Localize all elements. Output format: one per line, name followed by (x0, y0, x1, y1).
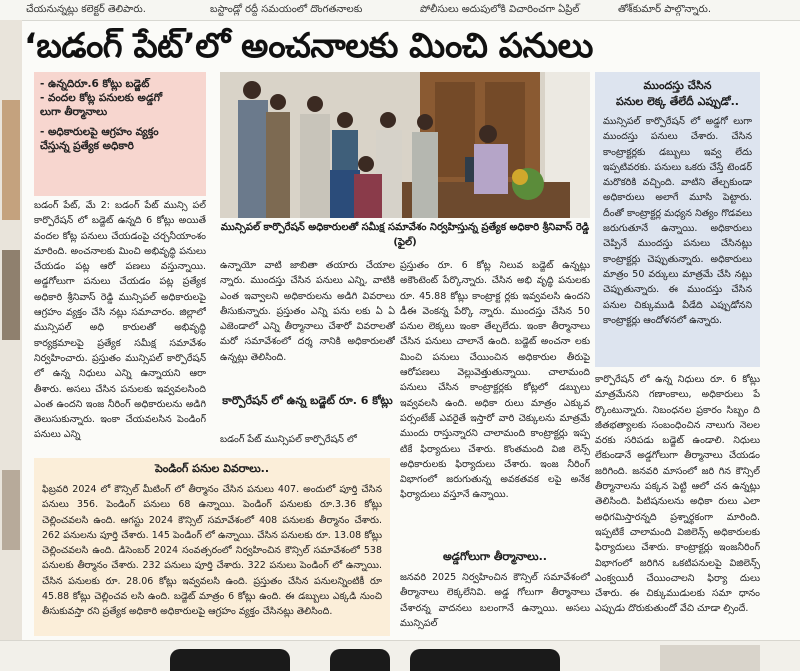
photo-caption: మున్సిపల్ కార్పొరేషన్ అధికారులతో సమీక్ష సమావేశం నిర్వహిస్తున్న ప్రత్యేక అధికారి శ్రీనివాస్ రెడ్డి (ఫైల్) (220, 222, 590, 248)
highlights-box (34, 72, 206, 196)
sidebar-title (595, 72, 760, 110)
sidebar-title-line-2: పనుల లెక్క తేలేదీ ఎప్పుడో.. (616, 95, 739, 108)
highlight-3: లుగా తీర్మానాలు (40, 106, 108, 118)
strip-text-left: చేయనున్నట్లు కలెక్టర్ తెలిపారు. (26, 4, 146, 15)
article-column-3-continued: జనవరి 2025 నిర్వహించిన కౌన్సిల్ సమావేశంలో తీర్మానాలు లెక్కలేనివి. అడ్డ గోలుగా తీర్మానాలు చేశారన్న వాదనలు బలంగానే ఉన్నాయి. అసలు మున్సిపల్ (400, 572, 590, 629)
highlight-2: - వందల కోట్ల పనులకు అడ్డగో (40, 92, 163, 104)
advance-works-sidebar (595, 72, 760, 367)
next-headline-glyph-1 (170, 649, 290, 671)
strip-text-right: తోశ్‌కుమార్ పాల్గొన్నారు. (618, 4, 712, 15)
strip-text-middle: బస్టాండ్లో రద్దీ సమయంలో దొంగతనాలకు (210, 4, 363, 15)
strip-text-middle-2: పోలీసులు అదుపులోకి విచారించగా ఏప్రిల్ (420, 4, 580, 15)
next-headline-fragment (0, 640, 800, 671)
sidebar-body: మున్సిపల్ కార్పొరేషన్ లో అడ్డగో లుగా ముందస్తు పనులు చేశారు. చేసిన కాంట్రాక్టర్లకు డబ్బులు ఇవ్వ లేదు ఇప్పటివరకు. పనులు ఒకరు చేస్తే టెండర్ మరొకరికి వచ్చింది. వాటిని తేల్చకుండా అధికారులు అలాగే మూసి పెట్టారు. దీంతో కాంట్రాక్టర్ల మధ్యన నిత్యం గొడవలు జరుగుతూనే ఉన్నాయి. అధికారులు చెప్పినే ముందస్తు పనులు చేసినట్లు కాంట్రాక్టర్లు చెప్పుతున్నారు. అధికారులు మాత్రం 50 వర్కులు మాత్రమే చేసి నట్లు చెప్పుతున్నారు. ఈ ముందస్తు చేసిన పనుల చిక్కుముడి వీడేది ఎప్పుడోనని కాంట్రాక్టర్లు ఆందోళనలో ఉన్నారు. (603, 116, 752, 326)
subheading-resolutions: అడ్డగోలుగా తీర్మానాలు.. (443, 550, 547, 563)
highlight-1: - ఉన్నదిరూ.6 కోట్లు బడ్జెట్ (40, 78, 150, 90)
article-column-2: ఉన్నాయో వాటి జాబితా తయారు చేయాల న్నారు. ముందస్తు చేసిన పనులు ఎన్ని, వాటికి ఎంత ఇవ్వాలని అధికారులను అడిగి వివరాలు తీసుకున్నారు. ప్రస్తుతం ఎన్ని పను లకు ఏ ఏ ఎజెండాలో ఎన్ని తీర్మానాలు చేశారో వివరాలతో మరో సమావేశంలో దర్శ నానికి అధికారులతో ఉన్నట్లు తెలిసింది. (220, 260, 395, 363)
article-column-3: ప్రస్తుతం రూ. 6 కోట్ల నిలువ బడ్జెట్ ఉన్నట్లు అకౌంటెంట్ పేర్కొన్నారు. చేసిన అభి వృద్ధి పనులకు రూ. 45.88 కోట్లు కాంట్రాక్ట ర్లకు ఇవ్వవలసి ఉందని డీఈ వెంకన్న పేర్కొ న్నారు. ముందస్తు చేసిన 50 పనుల లెక్కలు ఇంకా తేల్చలేదు. ఇంకా తీర్మానాలు చేసిన పనులు చాలానే ఉంది. బడ్జెట్ అంచనా లకు మించి పనులు చేయించిన అధికారుల తీరుపై ఆరోపణలు వెల్లువెత్తుతున్నాయి. చాలామంది పనులు చేసిన కాంట్రాక్టర్లకు కోట్లలో డబ్బులు ఇవ్వవలసి ఉంది. అధికా రులు మాత్రం ఎక్కువ పర్సంటేజ్ ఎవరైతే ఇస్తారో వారి చెక్కులను మాత్రమే ముందు రాస్తున్నారని చాలామంది కాంట్రాక్టర్లు ఇప్ప టికే ఫిర్యాదులు చేశారు. కొంతమంది విజి లెన్స్ అధికారులకు ఫిర్యాదులు చేశారు. ఇంజ నీరింగ్ విభాగంలో జరుగుతున్న అవకతవక లపై అనేక ఫిర్యాదులు వస్తూనే ఉన్నాయి. (400, 260, 590, 501)
meeting-photo (220, 72, 590, 218)
highlight-5: చేస్తున్న ప్రత్యేక అధికారి (40, 140, 134, 152)
article-column-2-continued: బడంగ్ పేట్ మున్సిపల్ కార్పొరేషన్ లో (220, 434, 357, 445)
edge-photo-2 (2, 250, 20, 340)
highlight-4: - అధికారులపై ఆగ్రహం వ్యక్తం (40, 126, 159, 138)
headline: ‘బడంగ్ పేట్’లో అంచనాలకు మించి పనులు (24, 26, 593, 66)
pending-works-title: పెండింగ్ పనుల వివరాలు.. (154, 462, 270, 475)
previous-page-strip (0, 0, 800, 21)
pending-works-box (34, 458, 390, 636)
edge-photo-3 (2, 470, 20, 550)
next-headline-glyph-3 (410, 649, 560, 671)
meeting-photo-illustration (220, 72, 590, 218)
subheading-budget: కార్పొరేషన్ లో ఉన్న బడ్జెట్ రూ. 6 కోట్లు (222, 394, 393, 407)
sidebar-title-line-1: ముందస్తు చేసిన (643, 79, 712, 92)
article-column-4: కార్పొరేషన్ లో ఉన్న నిధులు రూ. 6 కోట్లు మాత్రమేనని గణాంకాలు, అధికారులు పే ర్కొంటున్నారు. నిబంధనల ప్రకారం సిబ్బం ది జీతభత్యాలకు సంబంధించిన నాలుగు నెలల వరకు సరిపడు బడ్జెట్ ఉండాలి. నిధులు లేకుండానే అడ్డగోలుగా తీర్మానాలు చేయడం జరిగింది. జనవరి మాసంలో జరి గిన కౌన్సిల్ తీర్మానాలను పక్కన పెట్టి ఆలో చన ఉన్నట్లు తెలిసింది. పిటిషనులను అధికా రులు ఎలా అధిగమిస్తారన్నది ప్రశ్నార్థకంగా మారింది. ఇప్పటికే చాలామంది విజిలెన్స్ అధికారులకు ఫిర్యాదులు చేశారు. కాంట్రాక్టర్లు ఇంజనీరింగ్ విభాగంలో జరిగిన ఒకటిపనులపై విజిలెన్స్ ఎంక్వయిరీ చేయించాలని ఫిర్యా దులు చేశారు. ఈ చిక్కుముడులకు సమా ధానం ఎప్పుడు దొరుకుతుందో వేచి చూడా ల్సిందే. (595, 374, 760, 615)
article-column-1: బడంగ్ పేట్, మే 2: బడంగ్ పేట్ మున్సి పల్ కార్పొరేషన్ లో బడ్జెట్ ఉన్నది 6 కోట్లు అయితే వందల కోట్ల పనులు చేయడంపై చర్చనీయాంశం మారింది. అంచనాలకు మించి అభివృద్ధి పనులు చేయడం పట్ల ఆరో పణలు వస్తున్నాయి. అడ్డగోలుగా పనులు చేయడం పట్ల ప్రత్యేక అధికారి శ్రీనివాస్ రెడ్డి మున్సిపల్ అధికారులపై ఆగ్రహం వ్యక్తం చేసి నట్లు సమాచారం. జిల్లాలో మున్సిపల్ అధి కారులతో అభివృద్ధి కార్యక్రమాలపై ప్రత్యేక సమీక్ష సమావేశం నిర్వహించారు. ప్రస్తుతం మున్సిపల్ కార్పొరేషన్ లో ఉన్న నిధులు ఎన్ని ఉన్నాయని ఆరా తీశారు. అసలు చేసిన పనులకు ఇవ్వవలసింది ఎంత ఉందని ఇంజ నీరింగ్ అధికారులను అడిగి తెలుసుకున్నారు. ఇంకా చేయవలసిన పెండింగ్ పనులు ఎన్ని (34, 200, 206, 441)
pending-works-body: ఫిబ్రవరి 2024 లో కౌన్సిల్ మీటింగ్ లో తీర్మానం చేసిన పనులు 407. అందులో పూర్తి చేసిన పనులు 356. పెండింగ్ పనులు 68 ఉన్నాయి. పెండింగ్ పనులకు రూ.3.36 కోట్లు చెల్లించవలసి ఉంది. ఆగస్టు 2024 కౌన్సిల్ సమావేశంలో 408 పనులకు తీర్మానం చేశారు. 262 పనులను పూర్తి చేశారు. 145 పెండింగ్ లో ఉన్నాయి. చేసిన పనులకు రూ. 13.08 కోట్లు చెల్లించవలసి ఉంది. డిసెంబర్ 2024 సంవత్సరంలో నిర్వహించిన కౌన్సిల్ సమావేశంలో 538 పనులకు తీర్మానం చేశారు. 232 పనులు పూర్తి చేశారు. 322 పనులు పెండింగ్ లో ఉన్నాయి. చేసిన పనులకు రూ. 28.06 కోట్లు ఇవ్వవలసి ఉంది. ప్రస్తుతం చేసిన పనులన్నింటికీ రూ 45.88 కోట్లు చెల్లించవ లసి ఉంది. బడ్జెట్ మాత్రం 6 కోట్లు ఉంది. ఈ డబ్బులు ఎక్కడి నుంచి తీసుకువస్తా రని ప్రత్యేక అధికారి అధికారులపై ఆగ్రహం వ్యక్తం చేసినట్లు తెలిసింది. (42, 484, 382, 618)
next-headline-glyph-2 (330, 649, 390, 671)
next-photo-fragment (660, 645, 760, 671)
edge-photo-1 (2, 100, 20, 220)
left-edge-fragment (0, 20, 22, 670)
